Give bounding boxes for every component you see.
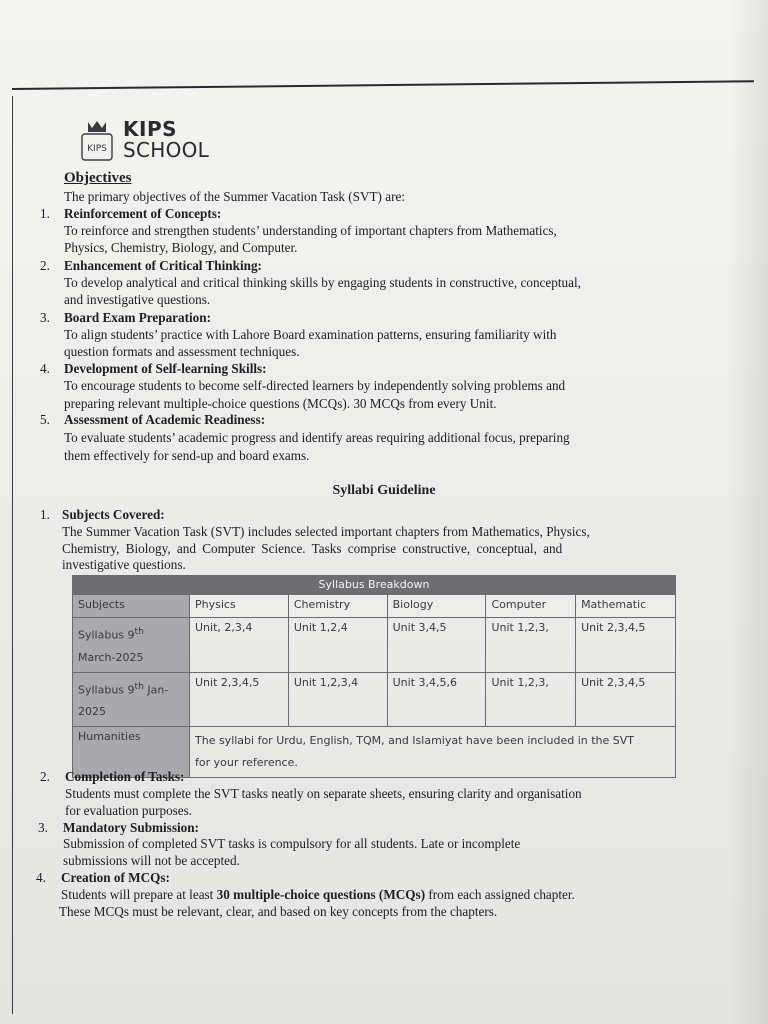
guideline-text: Students must complete the SVT tasks neatly on separate sheets, ensuring clarity and organisation bbox=[65, 786, 582, 801]
table-cell: Unit 2,3,4,5 bbox=[190, 672, 289, 727]
header-cell: Mathematic bbox=[576, 595, 676, 618]
header-cell: Chemistry bbox=[288, 595, 387, 618]
guideline-number: 1. bbox=[40, 507, 50, 522]
guideline-text: Chemistry, Biology, and Computer Science. Tasks comprise constructive, conceptual, and bbox=[62, 541, 563, 556]
logo-school: SCHOOL bbox=[123, 138, 210, 162]
guideline-title: Mandatory Submission: bbox=[63, 820, 199, 835]
header-cell: Biology bbox=[387, 595, 486, 618]
objective-text: To evaluate students’ academic progress and identify areas requiring additional focus, preparing bbox=[64, 430, 570, 445]
objective-text: To encourage students to become self-directed learners by independently solving problems and bbox=[64, 378, 566, 393]
guideline-text: for evaluation purposes. bbox=[65, 803, 193, 818]
objective-number: 1. bbox=[40, 206, 50, 221]
header-cell: Physics bbox=[190, 595, 289, 618]
objective-number: 2. bbox=[40, 258, 50, 273]
table-cell: Unit, 2,3,4 bbox=[190, 618, 289, 673]
table-cell: Unit 1,2,3,4 bbox=[288, 672, 387, 727]
objective-title: Enhancement of Critical Thinking: bbox=[64, 258, 262, 273]
objectives-heading: Objectives bbox=[64, 170, 132, 186]
table-row bbox=[73, 672, 676, 727]
guideline-number: 3. bbox=[38, 820, 48, 835]
objective-number: 4. bbox=[40, 361, 50, 376]
syllabus-table bbox=[72, 575, 676, 778]
objective-text: To align students’ practice with Lahore Board examination patterns, ensuring familiarity with bbox=[64, 327, 557, 342]
objective-text: question formats and assessment techniques. bbox=[64, 344, 300, 359]
objective-text: Physics, Chemistry, Biology, and Computer. bbox=[64, 240, 298, 255]
table-header-row bbox=[73, 595, 676, 618]
guideline-text: investigative questions. bbox=[62, 557, 186, 572]
objective-title: Development of Self-learning Skills: bbox=[64, 361, 267, 376]
svg-text:KIPS: KIPS bbox=[87, 144, 107, 154]
table-row bbox=[73, 618, 676, 673]
table-cell: Unit 3,4,5,6 bbox=[387, 672, 486, 727]
table-cell: Unit 1,2,4 bbox=[288, 618, 387, 673]
table-caption: Syllabus Breakdown bbox=[73, 576, 676, 595]
table-cell: Unit 1,2,3, bbox=[486, 672, 576, 727]
syllabi-title: Syllabi Guideline bbox=[332, 483, 436, 498]
row-label: Humanities bbox=[73, 727, 190, 778]
guideline-text: The Summer Vacation Task (SVT) includes selected important chapters from Mathematics, Physics, bbox=[62, 524, 590, 539]
logo-kips: KIPS bbox=[123, 117, 178, 141]
table-cell: The syllabi for Urdu, English, TQM, and Islamiyat have been included in the SVT for your reference. bbox=[190, 727, 676, 778]
objective-title: Assessment of Academic Readiness: bbox=[64, 412, 266, 427]
table-cell: Unit 2,3,4,5 bbox=[576, 618, 676, 673]
guideline-number: 4. bbox=[36, 870, 46, 885]
guideline-title: Creation of MCQs: bbox=[61, 870, 170, 885]
guideline-text: These MCQs must be relevant, clear, and based on key concepts from the chapters. bbox=[59, 904, 498, 919]
table-cell: Unit 3,4,5 bbox=[387, 618, 486, 673]
objective-text: them effectively for send-up and board exams. bbox=[64, 448, 310, 463]
row-label: Syllabus 9th March-2025 bbox=[73, 618, 190, 673]
row-label: Syllabus 9th Jan- 2025 bbox=[73, 672, 190, 727]
objective-title: Reinforcement of Concepts: bbox=[64, 206, 222, 221]
objective-text: preparing relevant multiple-choice questions (MCQs). 30 MCQs from every Unit. bbox=[64, 396, 497, 411]
guideline-title: Subjects Covered: bbox=[62, 507, 165, 522]
objectives-intro: The primary objectives of the Summer Vacation Task (SVT) are: bbox=[64, 189, 405, 204]
crown-shield-icon bbox=[80, 118, 114, 162]
objective-text: To develop analytical and critical thinking skills by engaging students in constructive, conceptual, bbox=[64, 275, 581, 290]
guideline-text: submissions will not be accepted. bbox=[63, 853, 240, 868]
guideline-text: Submission of completed SVT tasks is compulsory for all students. Late or incomplete bbox=[63, 836, 521, 851]
header-cell: Computer bbox=[486, 595, 576, 618]
table-cell: Unit 1,2,3, bbox=[486, 618, 576, 673]
guideline-number: 2. bbox=[40, 769, 50, 784]
guideline-title: Completion of Tasks: bbox=[65, 769, 185, 784]
objective-number: 5. bbox=[40, 412, 50, 427]
objective-text: To reinforce and strengthen students’ understanding of important chapters from Mathematics, bbox=[64, 223, 557, 238]
objective-title: Board Exam Preparation: bbox=[64, 310, 212, 325]
guideline-text: Students will prepare at least 30 multiple-choice questions (MCQs) from each assigned chapter. bbox=[61, 887, 575, 902]
objective-text: and investigative questions. bbox=[64, 292, 211, 307]
table-cell: Unit 2,3,4,5 bbox=[576, 672, 676, 727]
school-logo bbox=[80, 118, 209, 162]
header-cell: Subjects bbox=[73, 595, 190, 618]
objective-number: 3. bbox=[40, 310, 50, 325]
